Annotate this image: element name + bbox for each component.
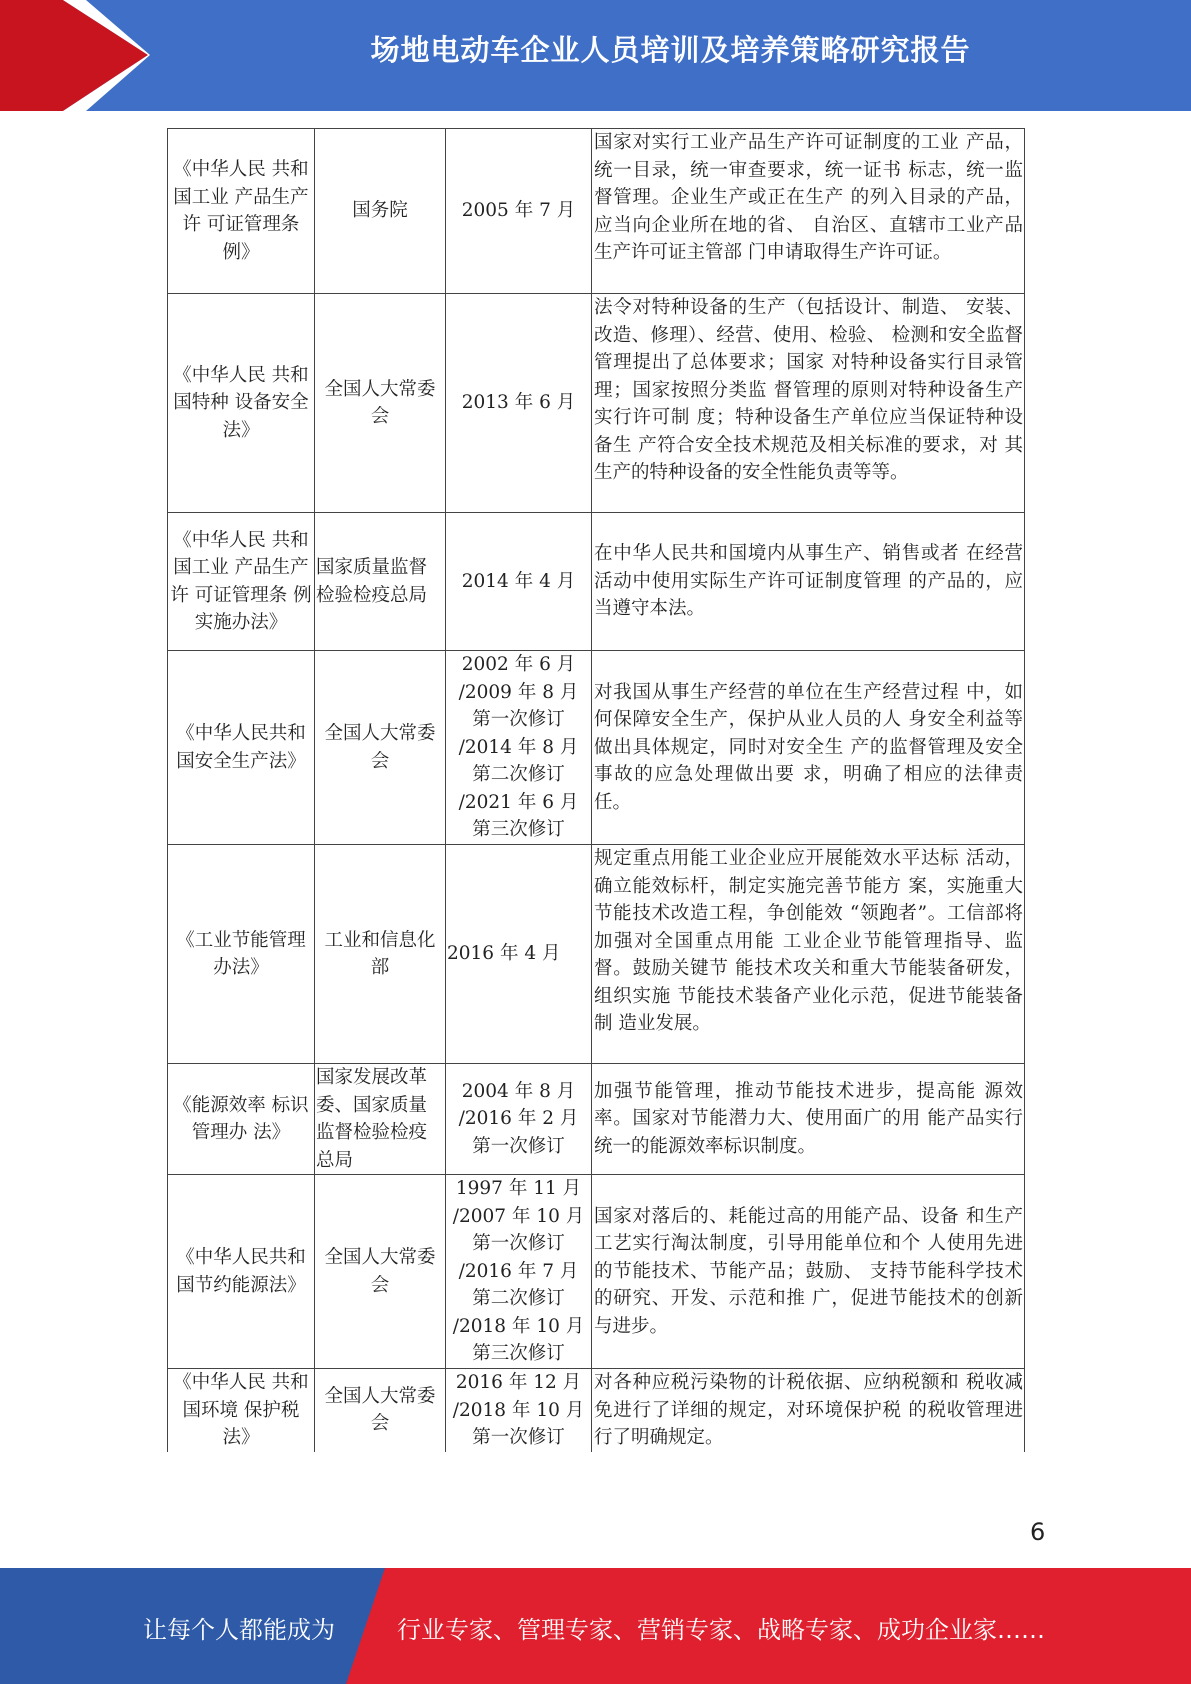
date-cell: 1997 年 11 月 /2007 年 10 月 第一次修订 /2016 年 7 月 第二次修订 /2018 年 10 月 第三次修订 (446, 1175, 592, 1369)
description-cell: 国家对落后的、耗能过高的用能产品、设备 和生产工艺实行淘汰制度，引导用能单位和个 人使用先进的节能技术、节能产品；鼓励、 支持节能科学技术的研究、开发、示范和推 广，促进节能技术的创新与进步。 (592, 1175, 1025, 1369)
date-cell: 2013 年 6 月 (446, 294, 592, 513)
issuer-cell: 工业和信息化部 (315, 845, 446, 1064)
description-cell: 法令对特种设备的生产（包括设计、制造、 安装、改造、修理）、经营、使用、检验、 检测和安全监督管理提出了总体要求；国家 对特种设备实行目录管理；国家按照分类监 督管理的原则对特种设备生产实行许可制 度；特种设备生产单位应当保证特种设备生 产符合安全技术规范及相关标准的要求，对 其生产的特种设备的安全性能负责等等。 (592, 294, 1025, 513)
description-cell: 在中华人民共和国境内从事生产、销售或者 在经营活动中使用实际生产许可证制度管理 的产品的，应当遵守本法。 (592, 513, 1025, 651)
table-row (168, 1175, 1025, 1369)
table-row (168, 1369, 1025, 1452)
issuer-cell: 国务院 (315, 129, 446, 294)
description-cell: 对各种应税污染物的计税依据、应纳税额和 税收减免进行了详细的规定，对环境保护税 的税收管理进行了明确规定。 (592, 1369, 1025, 1452)
issuer-cell: 全国人大常委会 (315, 1175, 446, 1369)
footer-slogan-right: 行业专家、管理专家、营销专家、战略专家、成功企业家…… (397, 1616, 1045, 1644)
date-cell: 2005 年 7 月 (446, 129, 592, 294)
law-name-cell: 《中华人民 共和国特种 设备安全法》 (168, 294, 315, 513)
header-banner (0, 0, 1191, 111)
date-cell: 2016 年 12 月 /2018 年 10 月 第一次修订 (446, 1369, 592, 1452)
table-row (168, 513, 1025, 651)
issuer-cell: 国家质量监督检验检疫总局 (315, 513, 446, 651)
table-row (168, 129, 1025, 294)
issuer-cell: 国家发展改革委、国家质量监督检验检疫总局 (315, 1064, 446, 1175)
date-cell: 2016 年 4 月 (446, 845, 592, 1064)
footer-slogan-left: 让每个人都能成为 (143, 1616, 335, 1644)
date-cell: 2014 年 4 月 (446, 513, 592, 651)
law-name-cell: 《工业节能管理办法》 (168, 845, 315, 1064)
issuer-cell: 全国人大常委会 (315, 294, 446, 513)
issuer-cell: 全国人大常委会 (315, 1369, 446, 1452)
description-cell: 加强节能管理，推动节能技术进步，提高能 源效率。国家对节能潜力大、使用面广的用 能产品实行统一的能源效率标识制度。 (592, 1064, 1025, 1175)
description-cell: 国家对实行工业产品生产许可证制度的工业 产品，统一目录，统一审查要求，统一证书 标志，统一监督管理。企业生产或正在生产 的列入目录的产品，应当向企业所在地的省、 自治区、直辖市工业产品生产许可证主管部 门申请取得生产许可证。 (592, 129, 1025, 294)
issuer-cell: 全国人大常委会 (315, 651, 446, 845)
law-name-cell: 《中华人民 共和国工业 产品生产许 可证管理条 例实施办法》 (168, 513, 315, 651)
description-cell: 规定重点用能工业企业应开展能效水平达标 活动，确立能效标杆，制定实施完善节能方 案，实施重大节能技术改造工程，争创能效 “领跑者”。工信部将加强对全国重点用能 工业企业节能管理指导、监督。鼓励关键节 能技术攻关和重大节能装备研发，组织实施 节能技术装备产业化示范，促进节能装备制 造业发展。 (592, 845, 1025, 1064)
description-cell: 对我国从事生产经营的单位在生产经营过程 中，如何保障安全生产，保护从业人员的人 身安全利益等做出具体规定，同时对安全生 产的监督管理及安全事故的应急处理做出要 求，明确了相应的法律责任。 (592, 651, 1025, 845)
law-name-cell: 《中华人民 共和国环境 保护税法》 (168, 1369, 315, 1452)
table-row (168, 1064, 1025, 1175)
law-name-cell: 《中华人民 共和国工业 产品生产许 可证管理条 例》 (168, 129, 315, 294)
table-row (168, 294, 1025, 513)
table-row (168, 651, 1025, 845)
table-row (168, 845, 1025, 1064)
date-cell: 2002 年 6 月 /2009 年 8 月 第一次修订 /2014 年 8 月 第二次修订 /2021 年 6 月 第三次修订 (446, 651, 592, 845)
footer-banner (0, 1568, 1191, 1684)
law-name-cell: 《中华人民共和国安全生产法》 (168, 651, 315, 845)
law-name-cell: 《中华人民共和国节约能源法》 (168, 1175, 315, 1369)
report-title: 场地电动车企业人员培训及培养策略研究报告 (370, 33, 971, 67)
date-cell: 2004 年 8 月 /2016 年 2 月 第一次修订 (446, 1064, 592, 1175)
law-name-cell: 《能源效率 标识管理办 法》 (168, 1064, 315, 1175)
regulations-table (167, 128, 1025, 1452)
page-number: 6 (1030, 1518, 1046, 1546)
